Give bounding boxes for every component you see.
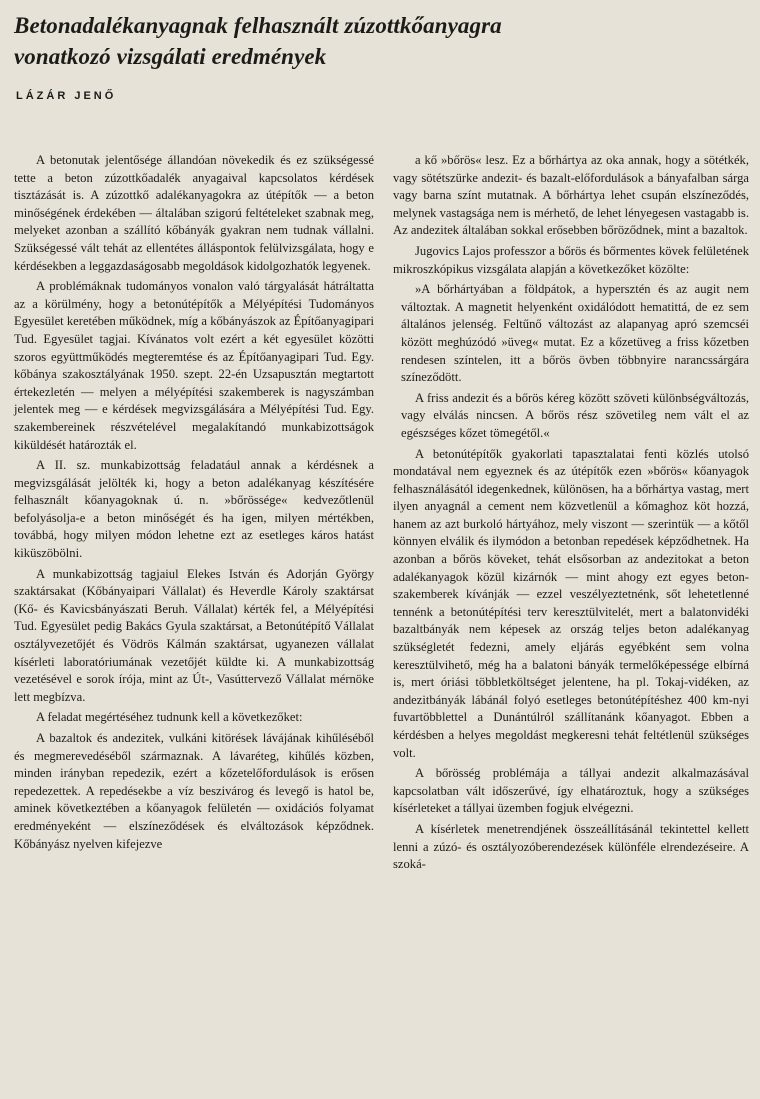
paragraph: A munkabizottság tagjaiul Elekes István és Adorján György szaktársakat (Kőbányaipari Vállalat) és Heverdle Károly szaktársat (Kő- és Kavicsbányászati Beruh. Vállalat) kérték fel, a Mélyépítési Tud. Egyesület pedig Bakács Gyula szaktársat, a Betonútépítő Vállalat osztályvezetőjét és Vödrös Kálmán szaktársat, ugyanezen vállalat kísérleti laboratóriumának vezetőjét küldte ki. A munkabizottság vezetésével e sorok írója, mint az Út-, Vasúttervező Vállalat mérnöke lett megbízva. [14,566,374,704]
paragraph: Jugovics Lajos professzor a bőrös és bőrmentes kövek felületének mikroszkópikus vizsgálata alapján a következőket közölte: [393,243,749,276]
paragraph: A II. sz. munkabizottság feladatául annak a kérdésnek a megvizsgálását jelölték ki, hogy a beton adalékanyag készítésére felhasznált kőanyagoknak ú. n. »bőrössége« kedvezőtlenül befolyásolja-e a beton minőségét és ha igen, milyen mértékben, továbbá, hogy milyen módon lehetne ezt az esetleges káros hatást kiküszöbölni. [14,458,374,561]
left-column [14,152,374,856]
paragraph: A feladat megértéséhez tudnunk kell a következőket: [36,710,303,725]
paragraph: A betonutak jelentősége állandóan növekedik és ez szükségessé tette a beton zúzottkőadalék anyagaival kapcsolatos kérdések tisztázását is. A zúzottkő adalékanyagokra az útépítők — a beton minőségének érdekében — általában szigorú feltételeket szabnak meg, melyeket azonban a szállító kőbányák gyakran nem tudnak vállalni. Szükségessé vált tehát az ellentétes álláspontok felülvizsgálata, hogy e kérdésekben a leggazdaságosabb megoldások kidolgozhatók legyenek. [14,153,374,273]
title-line: vonatkozó vizsgálati eredmények [14,44,327,69]
article-title [14,10,744,72]
right-column [393,152,749,877]
paragraph: A kísérletek menetrendjének összeállításánál tekintettel kellett lenni a zúzó- és osztályozóberendezések különféle elrendezéseire. A szoká- [393,821,749,872]
quoted-paragraph: »A bőrhártyában a földpátok, a hypersztén és az augit nem változtak. A magnetit helyenként oxidálódott hematittá, de ez sem általános jelenség. Feltűnő változást az alapanyag apró szemcséi között meghúzódó »üveg« mutat. Ez a kőzetüveg a friss kőzetben rendesen színtelen, itt a bőrös övben többnyire narancssárgára színeződött. [401,282,749,385]
paragraph: A bazaltok és andezitek, vulkáni kitörések lávájának kihűléséből és megmerevedéséből származnak. A lávaréteg, kihűlés közben, minden irányban repedezik, ezért a kőzetelőfordulások is erősen repedezettek. A repedésekbe a víz beszivárog és levegő is hatol be, aminek következtében a kőanyagok felületén — oxidációs folyamat eredményeként — elszíneződések és elváltozások képződnek. Kőbányász nyelven kifejezve [14,731,374,851]
paragraph: A betonútépítők gyakorlati tapasztalatai fenti közlés utolsó mondatával nem egyeznek és az útépítők ezen »bőrös« kőanyagok felhasználásától idegenkednek, különösen, ha a bőrhártya vastag, mert ilyen anyagnál a cement nem közvetlenül a kőmaghoz köt hozzá, hanem az azt burkoló hártyához, mely viszont — szerintük — a kőtől könnyen elválik és ilymódon a betonban repedések képződhetnek. Ha azonban a bőrös köveket, tehát elsősorban az andezitokat a beton adalékanyagok közül kizárnók — mint ahogy ezt egyes beton-szakemberek kívánják — ezzel veszélyeztetnénk, sőt lehetetlenné tennénk a betonútépítési terv keresztülvitelét, mert a balatonvidéki bazaltbányák nem képesek az ország teljes beton adalékanyag szükségletét fedezni, amely eljárás egyébként sem volna keresztülvihető, még ha a balatoni bányák termelőképessége elbírná is, mert óriási többletköltséget jelentene, ha pl. Tokaj-vidéken, az andezitbányák lábánál folyó esetleges betonútépítéshez 400 km-nyi fuvartöbblettel a Dunántúlról szállítanánk kőanyagot. Ebben a kérdésben a helyes megoldást megkeresni tehát feltétlenül szükséges volt. [393,446,749,760]
quoted-paragraph: A friss andezit és a bőrös kéreg között szöveti különbségváltozás, vagy elválás nincsen. A bőrös rész szövetileg nem vált el az egészséges kőzet tömegétől.« [401,390,749,440]
paragraph: a kő »bőrös« lesz. Ez a bőrhártya az oka annak, hogy a sötétkék, vagy sötétszürke andezit- és bazalt-előfordulások a bányafalban sárga vagy barna színt mutatnak. A bőrhártya lehet csupán elszíneződés, melynek vastagsága nem is mérhető, de lehet lényegesen vastagabb is. Az andezitek általában sokkal erősebben bőröződnek, mint a bazaltok. [393,153,749,238]
title-line: Betonadalékanyagnak felhasznált zúzottkőanyagra [14,13,502,38]
author-name: LÁZÁR JENŐ [16,90,117,102]
paragraph: A problémáknak tudományos vonalon való tárgyalását hátráltatta az a körülmény, hogy a betonútépítők a Mélyépítési Tudományos Egyesület keretében működnek, míg a kőbányászok az Építőanyagipari Tud. Egyesület tagjai. Kívánatos volt ezért a két egyesület közötti szoros együttműködés megteremtése és az Építőanyagipari Tud. Egy. kőbánya szakosztályának 1950. szept. 22-én Uzsapusztán megtartott értekezletén — melyen a mélyépítési szakemberek is nagyszámban jelentek meg — e kérdések megvizsgálására a Mélyépítési Tud. Egy. szakembereinek részvételével megalakítandó munkabizottságok kiküldését határozták el. [14,279,374,452]
paragraph: A bőrösség problémája a tállyai andezit alkalmazásával kapcsolatban vált időszerűvé, így elhatároztuk, hogy a szükséges kísérleteket a tállyai üzemben fogjuk elvégezni. [393,766,749,816]
